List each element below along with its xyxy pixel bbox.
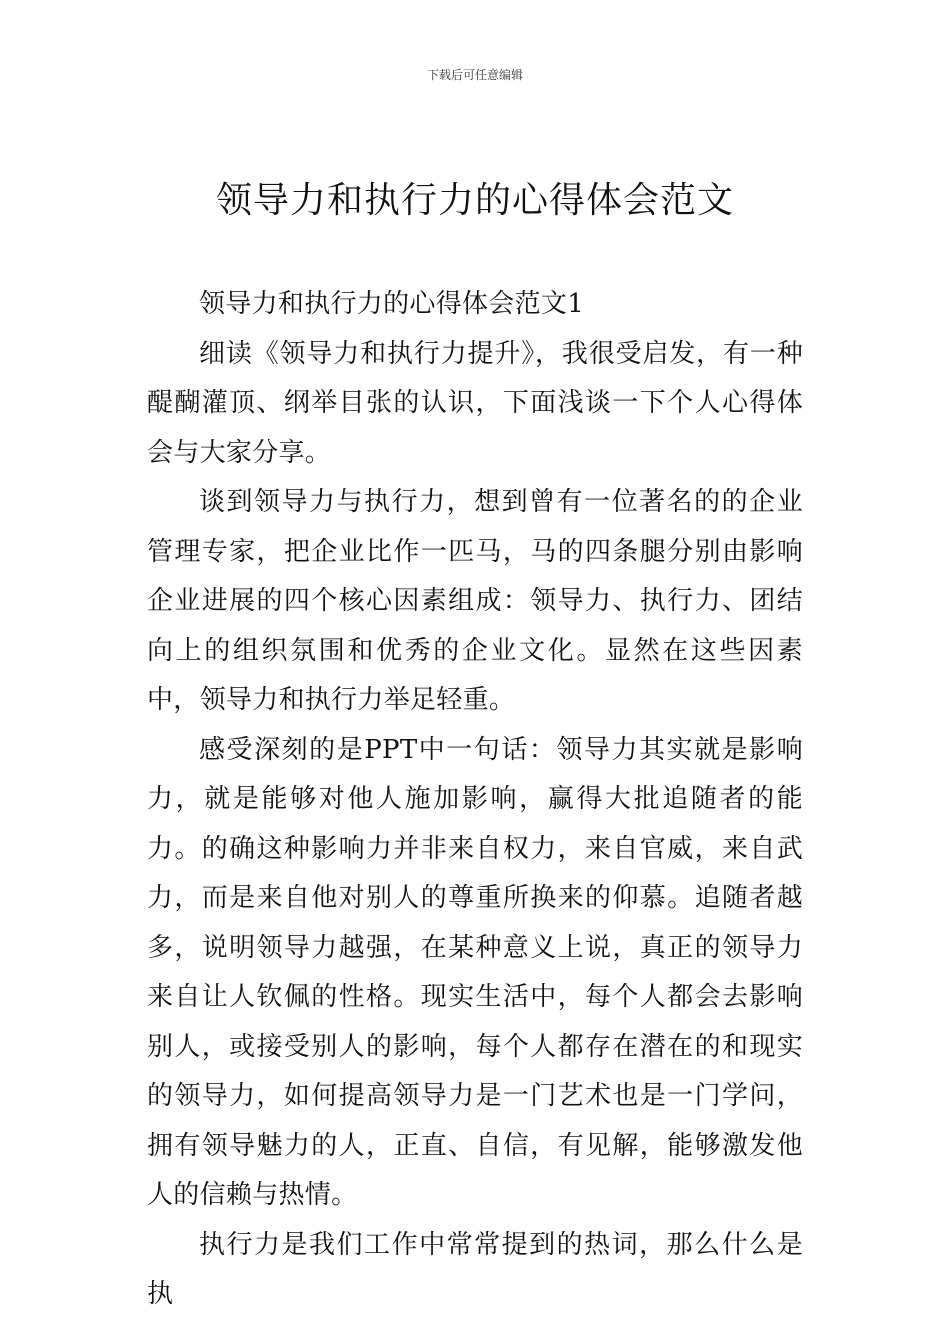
paragraph-2: 谈到领导力与执行力，想到曾有一位著名的的企业管理专家，把企业比作一匹马，马的四条腿分别由影响企业进展的四个核心因素组成：领导力、执行力、团结向上的组织氛围和优秀的企业文化。显然在这些因素中，领导力和执行力举足轻重。	[147, 487, 803, 715]
paragraph-4: 执行力是我们工作中常常提到的热词，那么什么是执	[147, 1229, 803, 1309]
paragraph-1: 细读《领导力和执行力提升》，我很受启发，有一种醍醐灌顶、纲举目张的认识，下面浅谈一下个人心得体会与大家分享。	[147, 338, 803, 468]
document-body	[147, 280, 803, 1320]
paragraph-3: 感受深刻的是PPT中一句话：领导力其实就是影响力，就是能够对他人施加影响，赢得大批追随者的能力。的确这种影响力并非来自权力，来自官威，来自武力，而是来自他对别人的尊重所换来的仰慕。追随者越多，说明领导力越强，在某种意义上说，真正的领导力来自让人钦佩的性格。现实生活中，每个人都会去影响别人，或接受别人的影响，每个人都存在潜在的和现实的领导力，如何提高领导力是一门艺术也是一门学问，拥有领导魅力的人，正直、自信，有见解，能够激发他人的信赖与热情。	[147, 734, 803, 1210]
document-title: 领导力和执行力的心得体会范文	[215, 180, 734, 221]
header-note: 下载后可任意编辑	[426, 68, 523, 82]
section-subtitle: 领导力和执行力的心得体会范文1	[199, 289, 585, 319]
